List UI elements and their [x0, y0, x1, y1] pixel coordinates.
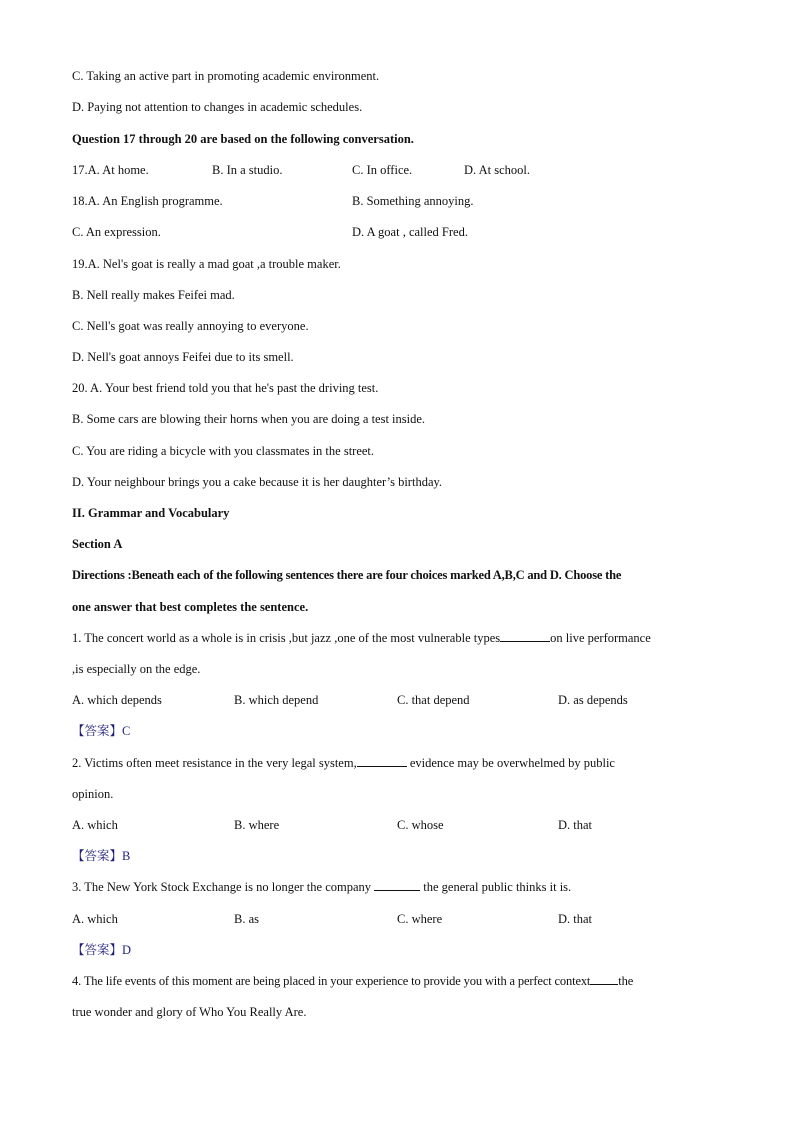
q20-option-c: C. You are riding a bicycle with you classmates in the street.: [72, 444, 375, 458]
g2-option-d: D. that: [558, 818, 593, 832]
q17-option-c: C. In office.: [352, 163, 413, 177]
g2-stem-line1: [72, 755, 615, 771]
q16-option-c: C. Taking an active part in promoting academic environment.: [72, 69, 380, 83]
q18-option-a: 18.A. An English programme.: [72, 194, 223, 208]
q16-option-d: D. Paying not attention to changes in academic schedules.: [72, 100, 363, 114]
g3-option-c: C. where: [397, 912, 443, 926]
q18-option-c: C. An expression.: [72, 225, 161, 239]
q17-option-a: 17.A. At home.: [72, 163, 149, 177]
q17-option-d: D. At school.: [464, 163, 530, 177]
q19-option-b: B. Nell really makes Feifei mad.: [72, 288, 235, 302]
g4-stem-line2: true wonder and glory of Who You Really Are.: [72, 1005, 307, 1019]
g1-option-c: C. that depend: [397, 693, 470, 707]
q20-option-b: B. Some cars are blowing their horns when you are doing a test inside.: [72, 412, 426, 426]
g1-blank: [500, 630, 550, 642]
g3-option-d: D. that: [558, 912, 593, 926]
g1-stem-part2: on live performance: [550, 631, 651, 645]
g3-stem-line1: [72, 879, 571, 895]
part2-title: II. Grammar and Vocabulary: [72, 506, 230, 520]
q20-option-a: 20. A. Your best friend told you that he's past the driving test.: [72, 381, 379, 395]
q17-option-b: B. In a studio.: [212, 163, 283, 177]
g1-option-a: A. which depends: [72, 693, 162, 707]
g1-stem-line2: ,is especially on the edge.: [72, 662, 201, 676]
g3-stem-part1: 3. The New York Stock Exchange is no longer the company: [72, 880, 375, 894]
directions-line2: one answer that best completes the sentence.: [72, 600, 309, 614]
q18-option-b: B. Something annoying.: [352, 194, 474, 208]
q19-option-d: D. Nell's goat annoys Feifei due to its smell.: [72, 350, 294, 364]
g3-option-b: B. as: [234, 912, 259, 926]
g1-stem-line1: [72, 630, 651, 646]
g2-stem-part2: evidence may be overwhelmed by public: [406, 756, 615, 770]
directions-line1: Directions :Beneath each of the following sentences there are four choices marked A,B,C and D. Choose the: [72, 568, 622, 582]
g1-option-d: D. as depends: [558, 693, 628, 707]
section-a-heading: Section A: [72, 537, 123, 551]
q20-option-d: D. Your neighbour brings you a cake because it is her daughter’s birthday.: [72, 475, 443, 489]
g3-blank: [374, 879, 420, 891]
g3-stem-part2: the general public thinks it is.: [420, 880, 572, 894]
g2-option-c: C. whose: [397, 818, 444, 832]
g4-stem-part2: the: [618, 974, 634, 988]
g2-option-a: A. which: [72, 818, 118, 832]
g2-answer: 【答案】B: [72, 849, 131, 863]
g2-blank: [357, 755, 407, 767]
g1-stem-part1: 1. The concert world as a whole is in crisis ,but jazz ,one of the most vulnerable types: [72, 631, 501, 645]
g2-stem-line2: opinion.: [72, 787, 114, 801]
conversation-heading: Question 17 through 20 are based on the following conversation.: [72, 132, 414, 146]
g2-option-b: B. where: [234, 818, 280, 832]
g3-option-a: A. which: [72, 912, 118, 926]
q19-option-c: C. Nell's goat was really annoying to everyone.: [72, 319, 309, 333]
g4-stem-part1: 4. The life events of this moment are being placed in your experience to provide you with a perfect context: [72, 974, 591, 988]
g1-option-b: B. which depend: [234, 693, 319, 707]
g3-answer: 【答案】D: [72, 943, 132, 957]
q19-option-a: 19.A. Nel's goat is really a mad goat ,a trouble maker.: [72, 257, 341, 271]
g1-answer: 【答案】C: [72, 724, 131, 738]
g2-stem-part1: 2. Victims often meet resistance in the very legal system,: [72, 756, 357, 770]
g4-blank: [590, 973, 618, 985]
q18-option-d: D. A goat , called Fred.: [352, 225, 468, 239]
g4-stem-line1: [72, 973, 633, 989]
